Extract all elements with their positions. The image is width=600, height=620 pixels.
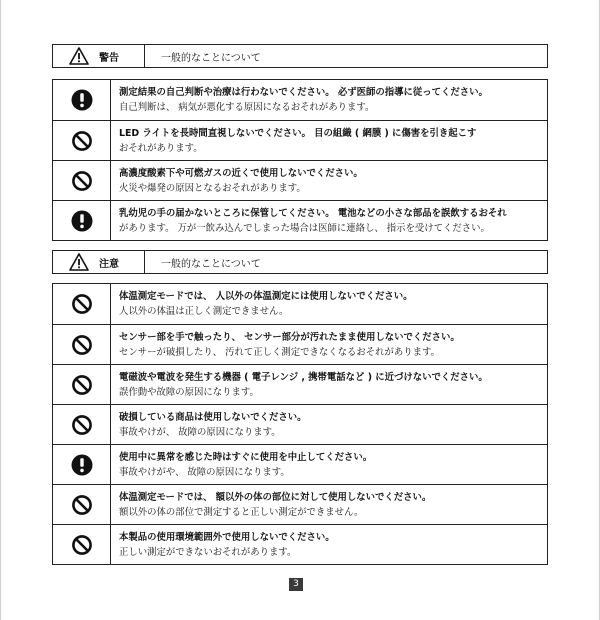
caution-header <box>52 250 548 274</box>
prohibition-icon <box>71 130 93 152</box>
item-primary-text: 測定結果の自己判断や治療は行わないでください。 必ず医師の指導に従ってください。 <box>119 87 488 98</box>
item-secondary-text: 額以外の体の部位で測定すると正しい測定ができません。 <box>119 506 364 518</box>
item-secondary-text: センサーが破損したり、 汚れて正しく測定できなくなるおそれがあります。 <box>119 346 440 358</box>
caution-header-label-cell <box>53 251 145 273</box>
caution-label: 注意 <box>99 258 119 270</box>
warning-table <box>52 79 548 241</box>
item-secondary-text: 正しい測定ができないおそれがあります。 <box>119 546 297 558</box>
table-row <box>53 160 547 200</box>
left-page-edge <box>0 0 1 620</box>
table-row <box>53 524 547 564</box>
item-secondary-text: 火災や爆発の原因となるおそれがあります。 <box>119 182 306 194</box>
item-primary-text: 破損している商品は使用しないでください。 <box>119 411 307 423</box>
item-primary-text: 体温測定モードでは、 額以外の体の部位に対して使用しないでください。 <box>119 491 432 503</box>
item-primary-text: 体温測定モードでは、 人以外の体温測定には使用しないでください。 <box>119 291 413 302</box>
table-row <box>53 200 547 240</box>
table-row <box>53 484 547 524</box>
prohibition-icon <box>71 170 93 192</box>
prohibition-icon <box>71 534 93 556</box>
page-number: 3 <box>289 578 303 591</box>
warning-description: 一般的なことについて <box>161 52 261 64</box>
table-row <box>53 120 547 160</box>
item-primary-text: 本製品の使用環境範囲外で使用しないでください。 <box>119 531 335 543</box>
caution-table <box>52 283 548 565</box>
table-row <box>53 364 547 404</box>
table-row <box>53 284 547 324</box>
prohibition-icon <box>71 293 93 315</box>
item-secondary-text: 人以外の体温は正しく測定できません。 <box>119 306 289 317</box>
prohibition-icon <box>71 494 93 516</box>
item-secondary-text: おそれがあります。 <box>119 142 203 154</box>
item-primary-text: 乳幼児の手の届かないところに保管してください。 電池などの小さな部品を誤飲するおそれ <box>119 207 507 219</box>
item-secondary-text: 誤作動や故障の原因になります。 <box>119 386 259 398</box>
caution-description: 一般的なことについて <box>161 258 261 270</box>
item-primary-text: LED ライトを長時間直視しないでください。 目の組織 ( 網膜 ) に傷害を引き起こす <box>119 127 477 139</box>
warning-triangle-icon <box>69 47 89 65</box>
prohibition-icon <box>71 414 93 436</box>
exclamation-icon <box>71 89 93 111</box>
item-secondary-text: があります。 万が一飲み込んでしまった場合は医師に連絡し、 指示を受けてください。 <box>119 222 490 234</box>
item-secondary-text: 事故やけが、 故障の原因になります。 <box>119 426 281 438</box>
item-primary-text: 高濃度酸素下や可燃ガスの近くで使用しないでください。 <box>119 167 363 179</box>
exclamation-icon <box>71 454 93 476</box>
prohibition-icon <box>71 374 93 396</box>
warning-header-label-cell <box>53 45 145 67</box>
table-row <box>53 80 547 120</box>
warning-label: 警告 <box>99 52 119 64</box>
table-row <box>53 404 547 444</box>
item-primary-text: 使用中に異常を感じた時はすぐに使用を中止してください。 <box>119 451 373 463</box>
exclamation-icon <box>71 210 93 232</box>
table-row <box>53 444 547 484</box>
item-secondary-text: 事故やけがや、 故障の原因になります。 <box>119 466 290 478</box>
warning-triangle-icon <box>69 253 89 271</box>
item-primary-text: センサー部を手で触ったり、 センサー部分が汚れたまま使用しないでください。 <box>119 331 460 343</box>
table-row <box>53 324 547 364</box>
item-secondary-text: 自己判断は、 病気が悪化する原因になるおそれがあります。 <box>119 102 375 113</box>
prohibition-icon <box>71 334 93 356</box>
item-primary-text: 電磁波や電波を発生する機器 ( 電子レンジ , 携帯電話など ) に近づけないでください。 <box>119 371 488 383</box>
warning-header <box>52 44 548 68</box>
